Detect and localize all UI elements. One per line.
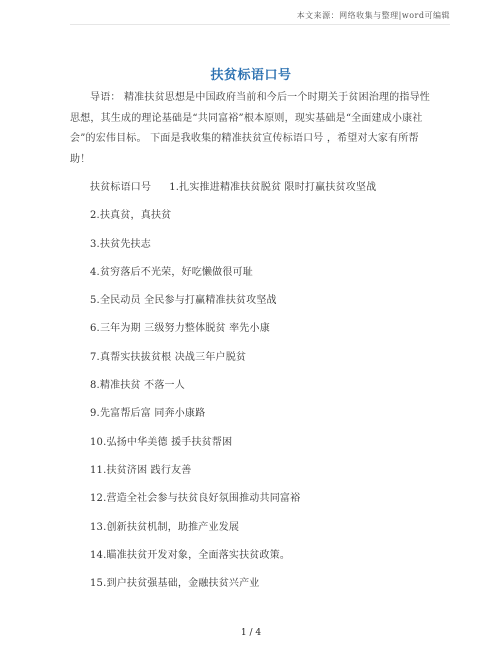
intro-paragraph: 导语： 精准扶贫思想是中国政府当前和今后一个时期关于贫困治理的指导性思想，其生成的理论基础是“共同富裕”根本原则，现实基础是“全面建成小康社会”的宏伟目标。 下面是我收集的精准扶贫宣传标语口号 ，希望对大家有所帮助！ [70, 92, 430, 165]
page-number: 1 / 4 [240, 628, 262, 638]
list-item: 15.到户扶贫强基础，金融扶贫兴产业 [90, 578, 260, 590]
list-item: 4.贫穷落后不光荣，好吃懒做很可耻 [90, 266, 253, 278]
header-source-note: 本文来源：网络收集与整理|word可编辑 [296, 11, 450, 20]
slogan-text: 1.扎实推进精准扶贫脱贫 限时打赢扶贫攻坚战 [169, 182, 377, 193]
list-item: 6.三年为期 三级努力整体脱贫 率先小康 [90, 323, 270, 335]
list-item: 5.全民动员 全民参与打赢精准扶贫攻坚战 [90, 295, 277, 307]
list-item: 9.先富帮后富 同奔小康路 [90, 408, 206, 420]
list-item: 13.创新扶贫机制，助推产业发展 [90, 521, 240, 533]
page-title: 扶贫标语口号 [210, 68, 292, 83]
list-item: 12.营造全社会参与扶贫良好氛围推动共同富裕 [90, 493, 301, 505]
list-item: 11.扶贫济困 践行友善 [90, 464, 192, 476]
header-divider [70, 24, 450, 25]
list-item: 14.瞄准扶贫开发对象，全面落实扶贫政策。 [90, 549, 291, 561]
slogan-list [90, 174, 450, 598]
slogan-list-lead: 扶贫标语口号 [90, 182, 152, 193]
list-item: 7.真帮实扶拔贫根 决战三年户脱贫 [90, 351, 247, 363]
list-item [90, 174, 450, 202]
list-item: 8.精准扶贫 不落一人 [90, 380, 185, 392]
list-item: 3.扶贫先扶志 [90, 238, 151, 250]
list-item: 2.扶真贫，真扶贫 [90, 210, 172, 222]
list-item: 10.弘扬中华美德 援手扶贫帮困 [90, 436, 233, 448]
